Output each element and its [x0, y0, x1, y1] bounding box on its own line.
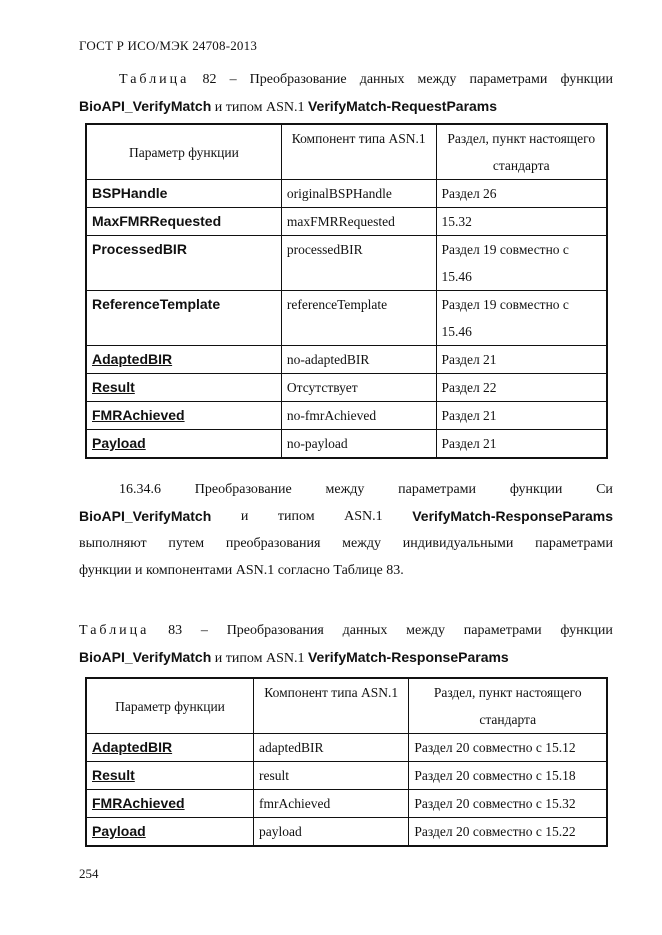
table-header-row: [86, 124, 607, 180]
caption-num: 83: [168, 623, 183, 638]
section-cell: Раздел 21: [436, 430, 607, 459]
table-row: [86, 818, 607, 847]
caption-word-1: Преобразования: [226, 623, 324, 638]
component-cell: no-payload: [281, 430, 436, 459]
caption-word: Таблица: [119, 72, 190, 87]
paragraph-word: индивидуальными: [402, 536, 514, 551]
paragraph-word: параметрами: [535, 536, 613, 551]
paragraph-word: между: [325, 482, 365, 497]
caption-word-4: параметрами: [463, 623, 542, 638]
param-cell: AdaptedBIR: [86, 346, 281, 374]
paragraph-word: Си: [596, 482, 613, 497]
caption-word-2: данных: [359, 72, 405, 87]
paragraph-type-name: VerifyMatch-ResponseParams: [412, 508, 613, 524]
paragraph-word: путем: [168, 536, 205, 551]
table-row: [86, 291, 607, 346]
section-cell: Раздел 19 совместно с 15.46: [436, 291, 607, 346]
component-cell: fmrAchieved: [254, 790, 409, 818]
caption-type-name: VerifyMatch-RequestParams: [307, 98, 498, 114]
table-row: [86, 402, 607, 430]
paragraph-word: и: [240, 509, 249, 524]
component-cell: processedBIR: [281, 236, 436, 291]
caption-function-name: BioAPI_VerifyMatch: [79, 98, 212, 114]
paragraph-word: преобразования: [225, 536, 321, 551]
paragraph-word: ASN.1: [344, 509, 383, 524]
document-code: ГОСТ Р ИСО/МЭК 24708-2013: [79, 38, 258, 53]
caption-word-5: функции: [560, 623, 613, 638]
param-cell: Payload: [86, 818, 254, 847]
component-cell: payload: [254, 818, 409, 847]
paragraph-word: между: [342, 536, 382, 551]
caption-mid: и типом ASN.1: [214, 100, 305, 115]
param-cell: Result: [86, 374, 281, 402]
component-cell: originalBSPHandle: [281, 180, 436, 208]
paragraph-word: выполняют: [79, 536, 147, 551]
table-83: [85, 677, 608, 847]
table-82: [85, 123, 608, 459]
table-row: [86, 236, 607, 291]
paragraph-word: Преобразование: [194, 482, 292, 497]
caption-word-3: между: [406, 623, 446, 638]
paragraph-number: 16.34.6: [119, 482, 161, 497]
param-cell: Payload: [86, 430, 281, 459]
page-number: 254: [79, 866, 99, 881]
param-cell: MaxFMRRequested: [86, 208, 281, 236]
section-cell: Раздел 21: [436, 346, 607, 374]
param-cell: AdaptedBIR: [86, 734, 254, 762]
table83-caption: [79, 617, 613, 672]
table82-caption: [79, 66, 613, 121]
caption-word-5: функции: [560, 72, 613, 87]
table-row: [86, 346, 607, 374]
header-section: Раздел, пункт настоящего стандарта: [409, 678, 607, 734]
header-section: Раздел, пункт настоящего стандарта: [436, 124, 607, 180]
component-cell: adaptedBIR: [254, 734, 409, 762]
paragraph-16-34-6: [79, 476, 613, 584]
param-cell: Result: [86, 762, 254, 790]
caption-dash: –: [229, 72, 237, 87]
section-cell: Раздел 21: [436, 402, 607, 430]
component-cell: no-adaptedBIR: [281, 346, 436, 374]
caption-dash: –: [200, 623, 208, 638]
caption-word-4: параметрами: [469, 72, 548, 87]
paragraph-line-3: [79, 530, 613, 557]
table-row: [86, 762, 607, 790]
table-header-row: [86, 678, 607, 734]
component-cell: maxFMRRequested: [281, 208, 436, 236]
param-cell: ReferenceTemplate: [86, 291, 281, 346]
paragraph-word: типом: [277, 509, 315, 524]
component-cell: no-fmrAchieved: [281, 402, 436, 430]
param-cell: FMRAchieved: [86, 402, 281, 430]
table-row: [86, 430, 607, 459]
section-cell: Раздел 20 совместно с 15.18: [409, 762, 607, 790]
param-cell: ProcessedBIR: [86, 236, 281, 291]
paragraph-function-name: BioAPI_VerifyMatch: [79, 508, 212, 524]
paragraph-word: параметрами: [398, 482, 477, 497]
header-component: Компонент типа ASN.1: [281, 124, 436, 180]
caption-num: 82: [202, 72, 217, 87]
caption-word-2: данных: [342, 623, 388, 638]
section-cell: Раздел 20 совместно с 15.22: [409, 818, 607, 847]
header-component: Компонент типа ASN.1: [254, 678, 409, 734]
paragraph-word: функции: [509, 482, 563, 497]
component-cell: referenceTemplate: [281, 291, 436, 346]
section-cell: Раздел 20 совместно с 15.32: [409, 790, 607, 818]
caption-function-name: BioAPI_VerifyMatch: [79, 649, 212, 665]
section-cell: Раздел 20 совместно с 15.12: [409, 734, 607, 762]
section-cell: 15.32: [436, 208, 607, 236]
param-cell: FMRAchieved: [86, 790, 254, 818]
param-cell: BSPHandle: [86, 180, 281, 208]
component-cell: result: [254, 762, 409, 790]
caption-word-1: Преобразование: [249, 72, 347, 87]
paragraph-line-4: функции и компонентами ASN.1 согласно Таблице 83.: [79, 563, 404, 578]
component-cell: Отсутствует: [281, 374, 436, 402]
header-param: Параметр функции: [86, 124, 281, 180]
caption-type-name: VerifyMatch-ResponseParams: [307, 649, 509, 665]
table-row: [86, 180, 607, 208]
section-cell: Раздел 19 совместно с 15.46: [436, 236, 607, 291]
table-row: [86, 208, 607, 236]
table-row: [86, 734, 607, 762]
caption-word: Таблица: [79, 623, 150, 638]
section-cell: Раздел 26: [436, 180, 607, 208]
caption-word-3: между: [417, 72, 457, 87]
table-row: [86, 790, 607, 818]
table-row: [86, 374, 607, 402]
header-param: Параметр функции: [86, 678, 254, 734]
caption-mid: и типом ASN.1: [214, 651, 305, 666]
section-cell: Раздел 22: [436, 374, 607, 402]
